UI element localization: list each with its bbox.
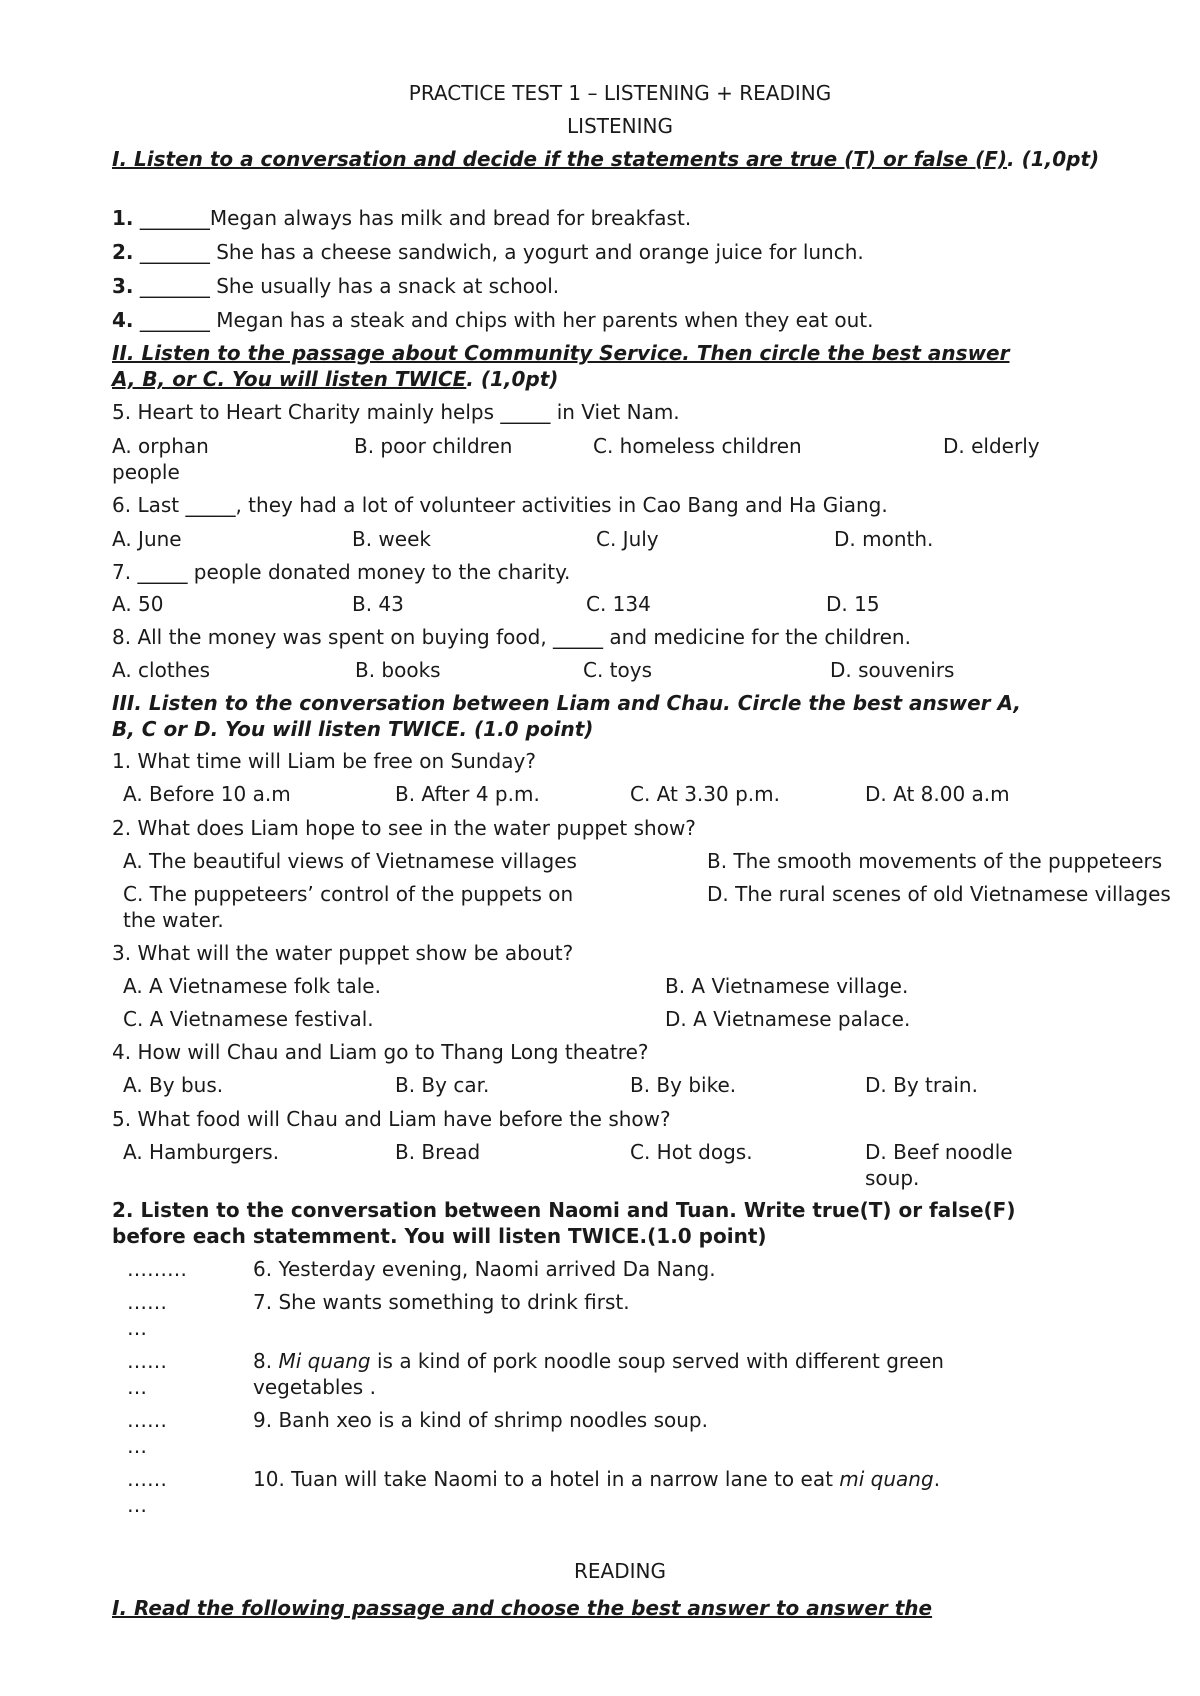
option-d[interactable]: D. elderly — [943, 434, 1040, 458]
question-stem: 6. Last _____, they had a lot of volunteer activities in Cao Bang and Ha Giang. — [112, 493, 888, 517]
option-b[interactable]: B. books — [355, 658, 441, 682]
part1-instruction — [112, 146, 1099, 172]
statement-text — [253, 1348, 944, 1374]
option-d[interactable]: D. souvenirs — [830, 658, 955, 682]
option-c[interactable]: C. At 3.30 p.m. — [630, 782, 780, 806]
option-a[interactable]: A. June — [112, 527, 182, 551]
statement-prefix: 8. — [253, 1349, 279, 1373]
statement-prefix: 10. Tuan will take Naomi to a hotel in a narrow lane to eat — [253, 1467, 840, 1491]
part1-item — [112, 239, 864, 265]
statement-italic: mi quang — [839, 1467, 934, 1491]
option-a[interactable]: A. clothes — [112, 658, 211, 682]
item-number: 1. — [112, 206, 134, 230]
option-d[interactable]: D. 15 — [826, 592, 880, 616]
part4-instruction-line1: 2. Listen to the conversation between Naomi and Tuan. Write true(T) or false(F) — [112, 1198, 1016, 1222]
section-heading-reading: READING — [574, 1559, 666, 1583]
option-c-wrap: the water. — [123, 908, 224, 932]
statement-text: 6. Yesterday evening, Naomi arrived Da Nang. — [253, 1257, 716, 1281]
statement-text-wrap: vegetables . — [253, 1375, 376, 1399]
reading-instruction: I. Read the following passage and choose the best answer to answer the — [112, 1596, 933, 1620]
item-text: She usually has a snack at school. — [209, 274, 560, 298]
answer-dots[interactable]: …… — [127, 1408, 167, 1432]
part1-item — [112, 273, 559, 299]
answer-dots-cont: … — [127, 1493, 147, 1517]
option-c[interactable]: C. The puppeteers’ control of the puppets on — [123, 882, 574, 906]
option-b[interactable]: B. week — [352, 527, 431, 551]
option-a[interactable]: A. The beautiful views of Vietnamese villages — [123, 849, 577, 873]
statement-suffix: is a kind of pork noodle soup served with different green — [370, 1349, 944, 1373]
item-text: Megan always has milk and bread for breakfast. — [209, 206, 692, 230]
option-c[interactable]: C. 134 — [586, 592, 651, 616]
answer-blank[interactable]: _______ — [139, 240, 210, 264]
option-b[interactable]: B. By car. — [395, 1073, 490, 1097]
item-text: Megan has a steak and chips with her parents when they eat out. — [209, 308, 874, 332]
part1-item — [112, 307, 874, 333]
item-text: She has a cheese sandwich, a yogurt and orange juice for lunch. — [209, 240, 864, 264]
option-d[interactable]: D. At 8.00 a.m — [865, 782, 1010, 806]
statement-suffix: . — [933, 1467, 941, 1491]
option-b[interactable]: B. The smooth movements of the puppeteers — [707, 849, 1163, 873]
answer-dots-cont: … — [127, 1316, 147, 1340]
item-number: 3. — [112, 274, 134, 298]
option-c[interactable]: C. homeless children — [593, 434, 802, 458]
option-c[interactable]: C. Hot dogs. — [630, 1140, 753, 1164]
section-heading-listening: LISTENING — [567, 114, 673, 138]
option-a[interactable]: A. 50 — [112, 592, 164, 616]
option-a[interactable]: A. Hamburgers. — [123, 1140, 280, 1164]
question-stem: 5. Heart to Heart Charity mainly helps _____ in Viet Nam. — [112, 400, 680, 424]
option-d[interactable]: D. By train. — [865, 1073, 978, 1097]
statement-text: 9. Banh xeo is a kind of shrimp noodles soup. — [253, 1408, 708, 1432]
answer-blank[interactable]: _______ — [139, 274, 210, 298]
item-number: 2. — [112, 240, 134, 264]
statement-italic: Mi quang — [278, 1349, 371, 1373]
option-c[interactable]: C. A Vietnamese festival. — [123, 1007, 374, 1031]
answer-dots[interactable]: …… — [127, 1290, 167, 1314]
answer-dots[interactable]: …… — [127, 1349, 167, 1373]
part3-instruction-line2: B, C or D. You will listen TWICE. (1.0 point) — [112, 717, 594, 741]
option-c[interactable]: C. July — [596, 527, 659, 551]
option-b[interactable]: B. After 4 p.m. — [395, 782, 540, 806]
option-d[interactable]: D. A Vietnamese palace. — [665, 1007, 911, 1031]
part4-instruction-line2: before each statemment. You will listen TWICE.(1.0 point) — [112, 1224, 767, 1248]
part2-instruction-line1: II. Listen to the passage about Community Service. Then circle the best answer — [112, 341, 1010, 365]
option-a[interactable]: A. orphan — [112, 434, 209, 458]
answer-blank[interactable]: _______ — [139, 308, 210, 332]
option-b[interactable]: B. A Vietnamese village. — [665, 974, 909, 998]
part2-instruction-line2 — [112, 366, 558, 392]
page-title: PRACTICE TEST 1 – LISTENING + READING — [408, 81, 832, 105]
answer-dots[interactable]: …… — [127, 1467, 167, 1491]
statement-text: 7. She wants something to drink first. — [253, 1290, 630, 1314]
option-b[interactable]: B. 43 — [352, 592, 404, 616]
option-d[interactable]: D. Beef noodle — [865, 1140, 1013, 1164]
part1-item — [112, 205, 691, 231]
question-stem: 5. What food will Chau and Liam have before the show? — [112, 1107, 671, 1131]
option-c[interactable]: B. By bike. — [630, 1073, 737, 1097]
question-stem: 1. What time will Liam be free on Sunday? — [112, 749, 536, 773]
part1-instruction-text: I. Listen to a conversation and decide if the statements are true (T) or false (F) — [112, 147, 1008, 171]
part3-instruction-line1: III. Listen to the conversation between Liam and Chau. Circle the best answer A, — [112, 691, 1021, 715]
option-d-wrap: soup. — [865, 1166, 920, 1190]
part1-points: . (1,0pt) — [1007, 147, 1100, 171]
option-d[interactable]: D. month. — [834, 527, 934, 551]
answer-dots-cont: … — [127, 1375, 147, 1399]
option-d-wrap: people — [112, 460, 180, 484]
item-number: 4. — [112, 308, 134, 332]
question-stem: 8. All the money was spent on buying food, _____ and medicine for the children. — [112, 625, 911, 649]
option-b[interactable]: B. poor children — [354, 434, 513, 458]
option-d[interactable]: D. The rural scenes of old Vietnamese villages — [707, 882, 1171, 906]
option-b[interactable]: B. Bread — [395, 1140, 481, 1164]
question-stem: 3. What will the water puppet show be about? — [112, 941, 574, 965]
option-a[interactable]: A. A Vietnamese folk tale. — [123, 974, 381, 998]
option-c[interactable]: C. toys — [583, 658, 653, 682]
part2-points: . (1,0pt) — [466, 367, 559, 391]
statement-text — [253, 1466, 940, 1492]
question-stem: 2. What does Liam hope to see in the water puppet show? — [112, 816, 696, 840]
question-stem: 4. How will Chau and Liam go to Thang Long theatre? — [112, 1040, 649, 1064]
answer-dots[interactable]: ……… — [127, 1257, 187, 1281]
option-a[interactable]: A. Before 10 a.m — [123, 782, 291, 806]
answer-blank[interactable]: _______ — [139, 206, 210, 230]
question-stem: 7. _____ people donated money to the charity. — [112, 560, 571, 584]
answer-dots-cont: … — [127, 1434, 147, 1458]
part2-instruction-text: A, B, or C. You will listen TWICE — [112, 367, 467, 391]
option-a[interactable]: A. By bus. — [123, 1073, 224, 1097]
